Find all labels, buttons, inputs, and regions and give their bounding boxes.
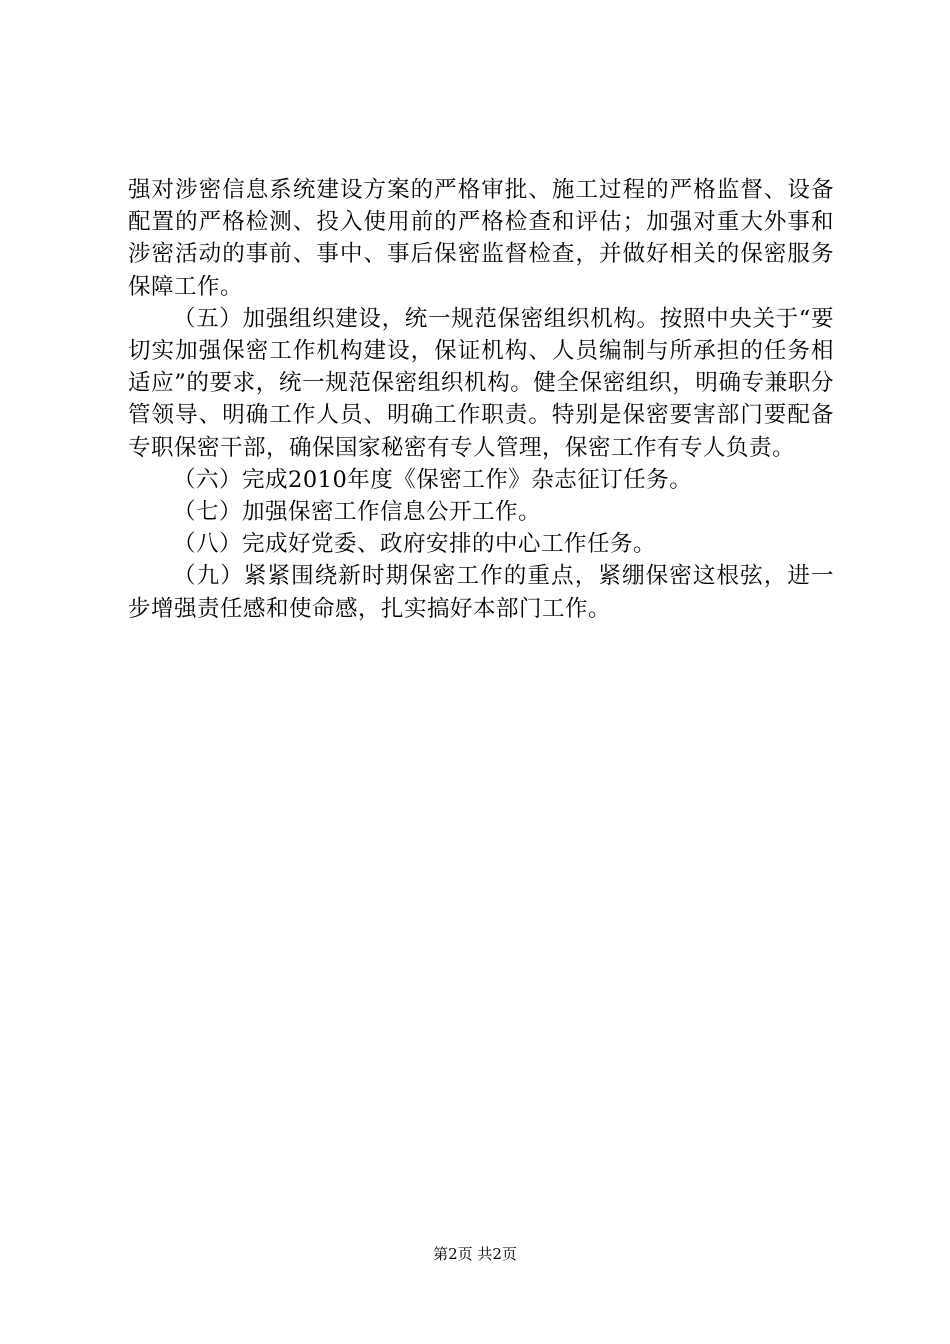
paragraph-section-5: （五）加强组织建设，统一规范保密组织机构。按照中央关于“要切实加强保密工作机构建设，保证机构、人员编制与所承担的任务相适应”的要求，统一规范保密组织机构。健全保密组织，明确专兼职分管领导、明确工作人员、明确工作职责。特别是保密要害部门要配备专职保密干部，确保国家秘密有专人管理，保密工作有专人负责。	[128, 305, 834, 461]
paragraph-section-8: （八）完成好党委、政府安排的中心工作任务。	[173, 531, 657, 558]
paragraph-section-9: （九）紧紧围绕新时期保密工作的重点，紧绷保密这根弦，进一步增强责任感和使命感，扎实搞好本部门工作。	[128, 563, 834, 622]
paragraph-section-7: （七）加强保密工作信息公开工作。	[173, 499, 542, 526]
paragraph-continuation: 强对涉密信息系统建设方案的严格审批、施工过程的严格监督、设备配置的严格检测、投入使用前的严格检查和评估；加强对重大外事和涉密活动的事前、事中、事后保密监督检查，并做好相关的保密服务保障工作。	[128, 177, 834, 300]
paragraph-section-6: （六）完成2010年度《保密工作》杂志征订任务。	[173, 466, 693, 493]
document-body	[128, 174, 834, 625]
page-number-label: 第2页 共2页	[433, 1245, 517, 1263]
page-footer	[0, 1244, 950, 1264]
